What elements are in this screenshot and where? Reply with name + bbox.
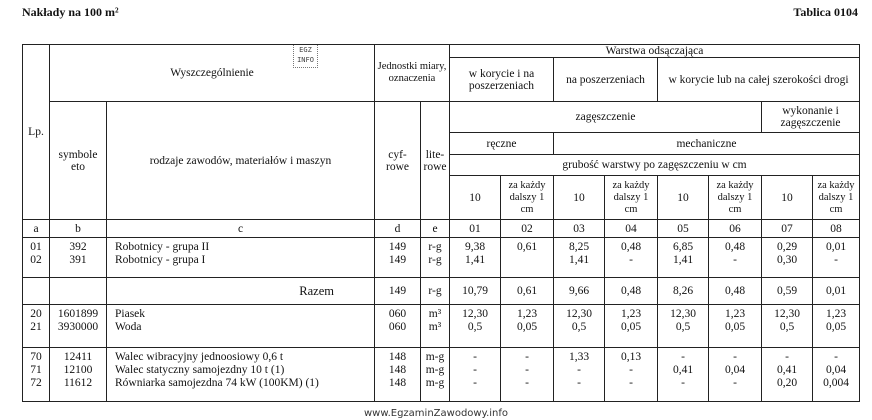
index-cell: d	[375, 220, 421, 238]
value-cell: - 0,41 -	[658, 348, 709, 402]
symbol-cell: 12411 12100 11612	[50, 348, 107, 402]
value-cell: 0,01 -	[813, 238, 860, 278]
index-cell: 01	[450, 220, 501, 238]
lp-cell: 70 71 72	[23, 348, 50, 402]
header-jednostki: Jednostki miary, oznaczenia	[375, 45, 450, 102]
value-cell: 0,61	[501, 238, 554, 278]
header-10: 10	[554, 176, 605, 220]
header-za-kazdy: za każdy dalszy 1 cm	[813, 176, 860, 220]
unit-letter-cell: m³ m³	[421, 305, 450, 348]
norms-table	[22, 44, 860, 402]
header-cyfrowe: cyf-rowe	[375, 102, 421, 220]
unit-letter-cell: r-g r-g	[421, 238, 450, 278]
value-cell: 8,26	[658, 278, 709, 305]
symbol-cell: 392 391	[50, 238, 107, 278]
lp-cell: 20 21	[23, 305, 50, 348]
value-cell: - - -	[450, 348, 501, 402]
value-cell: 12,30 0,5	[658, 305, 709, 348]
value-cell: 1,33 - -	[554, 348, 605, 402]
header-literowe: lite-rowe	[421, 102, 450, 220]
value-cell: 0,61	[501, 278, 554, 305]
header-za-kazdy: za każdy dalszy 1 cm	[709, 176, 762, 220]
index-cell: a	[23, 220, 50, 238]
footer-source: www.EgzaminZawodowy.info	[363, 408, 509, 419]
header-zageszczenie: zagęszczenie	[450, 102, 762, 133]
value-cell: - 0,41 0,20	[762, 348, 813, 402]
index-cell: c	[107, 220, 375, 238]
lp-cell: 01 02	[23, 238, 50, 278]
index-cell: 08	[813, 220, 860, 238]
index-cell: 06	[709, 220, 762, 238]
value-cell: 0,48 -	[605, 238, 658, 278]
razem-label: Razem	[107, 278, 375, 305]
header-wyszczegolnienie: Wyszczególnienie	[50, 45, 375, 102]
index-cell: 02	[501, 220, 554, 238]
header-w-korycie-calej: w korycie lub na całej szerokości drogi	[658, 58, 860, 102]
index-cell: e	[421, 220, 450, 238]
value-cell: - - -	[501, 348, 554, 402]
symbol-cell: 1601899 3930000	[50, 305, 107, 348]
value-cell: 1,23 0,05	[813, 305, 860, 348]
watermark-stamp: EGZ INFO	[293, 44, 318, 68]
header-grubosc: grubość warstwy po zagęszczeniu w cm	[450, 155, 860, 176]
value-cell: 6,85 1,41	[658, 238, 709, 278]
header-na-poszerzeniach: na poszerzeniach	[554, 58, 658, 102]
header-reczne: ręczne	[450, 133, 554, 155]
value-cell: 12,30 0,5	[554, 305, 605, 348]
item-name-cell: Robotnicy - grupa II Robotnicy - grupa I	[107, 238, 375, 278]
index-cell: 03	[554, 220, 605, 238]
item-name-cell: Walec wibracyjny jednoosiowy 0,6 t Walec statyczny samojezdny 10 t (1) Równiarka samojezdna 74 kW (100KM) (1)	[107, 348, 375, 402]
header-symbole: symbole eto	[50, 102, 107, 220]
unit-digit-cell: 149 149	[375, 238, 421, 278]
index-cell: 04	[605, 220, 658, 238]
unit-digit-cell: 149	[375, 278, 421, 305]
value-cell: 9,38 1,41	[450, 238, 501, 278]
value-cell: 9,66	[554, 278, 605, 305]
value-cell: 1,23 0,05	[709, 305, 762, 348]
value-cell: 10,79	[450, 278, 501, 305]
value-cell: 12,30 0,5	[762, 305, 813, 348]
lp-cell	[23, 278, 50, 305]
unit-letter-cell: r-g	[421, 278, 450, 305]
value-cell: 0,48	[709, 278, 762, 305]
value-cell: 0,29 0,30	[762, 238, 813, 278]
index-cell: b	[50, 220, 107, 238]
symbol-cell	[50, 278, 107, 305]
header-10: 10	[762, 176, 813, 220]
header-za-kazdy: za każdy dalszy 1 cm	[501, 176, 554, 220]
value-cell: 0,01	[813, 278, 860, 305]
value-cell: 0,13 - -	[605, 348, 658, 402]
header-za-kazdy: za każdy dalszy 1 cm	[605, 176, 658, 220]
value-cell: - 0,04 0,004	[813, 348, 860, 402]
value-cell: - 0,04 -	[709, 348, 762, 402]
header-10: 10	[658, 176, 709, 220]
unit-digit-cell: 060 060	[375, 305, 421, 348]
header-10: 10	[450, 176, 501, 220]
unit-letter-cell: m-g m-g m-g	[421, 348, 450, 402]
value-cell: 1,23 0,05	[605, 305, 658, 348]
table-number: Tablica 0104	[793, 5, 858, 19]
header-mechaniczne: mechaniczne	[554, 133, 860, 155]
units-header: Nakłady na 100 m²	[22, 5, 119, 19]
value-cell: 0,59	[762, 278, 813, 305]
header-lp: Lp.	[23, 45, 50, 220]
value-cell: 0,48	[605, 278, 658, 305]
unit-digit-cell: 148 148 148	[375, 348, 421, 402]
value-cell: 12,30 0,5	[450, 305, 501, 348]
header-rodzaje: rodzaje zawodów, materiałów i maszyn	[107, 102, 375, 220]
index-cell: 07	[762, 220, 813, 238]
header-warstwa: Warstwa odsączająca	[450, 45, 860, 58]
value-cell: 1,23 0,05	[501, 305, 554, 348]
index-cell: 05	[658, 220, 709, 238]
value-cell: 0,48 -	[709, 238, 762, 278]
item-name-cell: Piasek Woda	[107, 305, 375, 348]
header-wykonanie: wykonanie i zagęszczenie	[762, 102, 860, 133]
header-w-korycie: w korycie i na poszerzeniach	[450, 58, 554, 102]
value-cell: 8,25 1,41	[554, 238, 605, 278]
